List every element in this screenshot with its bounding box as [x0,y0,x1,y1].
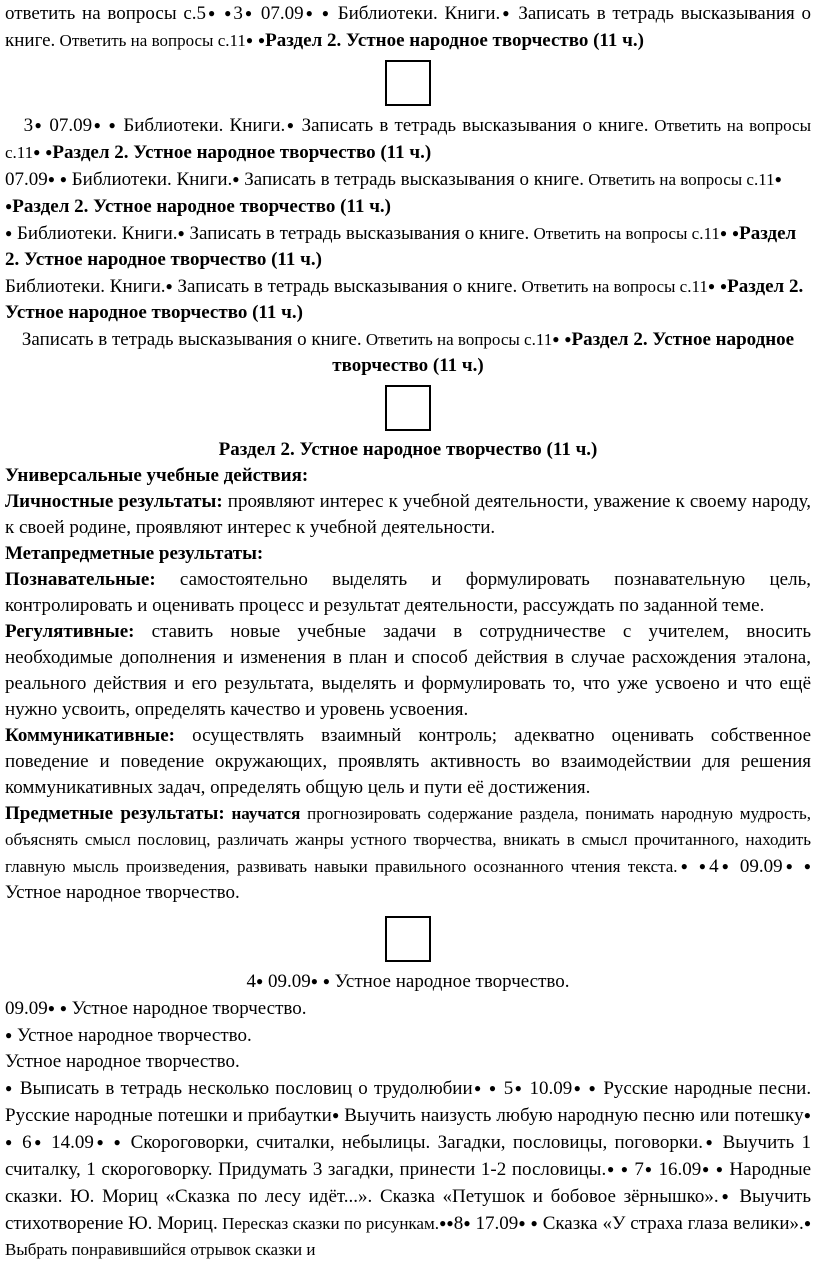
fragment-paragraph-3 [5,166,811,220]
bullet-icon [446,1213,453,1234]
text-run: Устное народное творчество. [12,1025,252,1046]
bullet-icon [311,971,318,992]
text-run: ответить на вопросы с.5 [5,3,207,24]
bullet-icon [108,115,117,136]
bullet-icon [33,142,40,163]
fragment-paragraph-5 [5,273,811,326]
bullet-icon [178,223,185,244]
lesson-4-line [5,968,811,995]
bullet-icon [323,971,330,992]
fragment-paragraph-1 [5,0,811,54]
subject-results [5,801,811,906]
section-heading-inline: Раздел 2. Устное народное творчество (11 ч.) [5,223,797,270]
regulative-text: ставить новые учебные задачи в сотрудничестве с учителем, вносить необходимые дополнения и изменения в план и способ действия в случае расхождения эталона, реального действия и его результата, выделять и формулировать то, что уже усвоено и что ещё нужно усвоить, определять качество и уровень усвоения. [5,621,811,720]
bullet-icon [518,1213,525,1234]
bullet-icon [33,115,43,136]
uud-heading: Универсальные учебные действия: [5,465,309,486]
text-run: Записать в тетрадь высказывания о книге. [21,329,362,350]
bullet-icon [531,1213,538,1234]
communicative-label: Коммуникативные: [5,725,175,746]
empty-frame [385,60,431,106]
text-run: Библиотеки. Книги. [330,3,501,24]
text-run: Устное народное творчество. [329,971,570,992]
regulative-results [5,619,811,723]
bullet-icon [32,1132,44,1153]
bullet-icon [166,276,173,297]
bullet-icon [804,1105,811,1126]
text-run: Записать в тетрадь высказывания о книге. [5,3,812,51]
text-run: Записать в тетрадь высказывания о книге. [239,169,584,190]
text-run: Библиотеки. Книги. [5,276,166,297]
bullet-icon [552,329,559,350]
bullet-icon [804,1213,811,1234]
bullet-icon [322,3,331,24]
text-run: 09.09 [732,856,783,877]
bullet-icon [206,3,217,24]
text-run: Русские народные песни. Русские народные потешки и прибаутки [5,1078,812,1126]
fragment-paragraph-4 [5,220,811,273]
bullet-icon [804,856,811,877]
text-run: 6 [14,1132,32,1153]
text-run: 07.09 [254,3,304,24]
text-run: Ответить на вопросы с.11 [5,116,811,162]
text-run: Выбрать понравившийся отрывок сказки и [5,1240,316,1259]
section-heading-inline: Раздел 2. Устное народное творчество (11 ч.) [332,329,795,376]
text-run: 5 [497,1078,514,1099]
bullet-icon [775,169,782,190]
bullet-icon [719,856,732,877]
text-run: Выучить наизусть любую народную песню или потешку [339,1105,804,1126]
text-run: Сказка «У страха глаза велики». [537,1213,804,1234]
text-run: Народные сказки. Ю. Мориц «Сказка по лесу идёт...». Сказка «Петушок и бобовое зёрнышко». [5,1159,812,1207]
bullet-icon [92,115,102,136]
fragment-paragraph-6 [5,326,811,379]
bullet-icon [48,998,55,1019]
bullet-icon [489,1078,498,1099]
text-run: Устное народное творчество. [67,998,307,1019]
bullet-icon [716,1159,724,1180]
text-run: 14.09 [43,1132,94,1153]
fragment-paragraph-2 [5,112,811,166]
section-title: Раздел 2. Устное народное творчество (11 ч.) [218,439,598,460]
text-run: Ответить на вопросы с.11 [55,31,246,50]
bullet-icon [719,1186,732,1207]
bullet-icon [48,169,55,190]
bullet-icon [114,1132,124,1153]
bullet-icon [473,1078,483,1099]
communicative-results [5,723,811,801]
empty-frame [385,385,431,431]
bullet-icon [304,3,315,24]
text-run: 09.09 [5,998,48,1019]
text-run: Библиотеки. Книги. [67,169,233,190]
text-run: Устное народное творчество. [5,882,240,903]
bullet-icon [246,30,253,51]
subject-text: прогнозировать содержание раздела, понимать народную мудрость, объяснять смысл пословиц, различать жанры устного творчества, вникать в смысл прочитанного, находить главную мысль произведения, развивать навыки правильного осознанного чтения текста. [5,804,811,876]
bullet-icon [644,1159,653,1180]
bullet-icon [621,1159,629,1180]
section-heading-inline: Раздел 2. Устное народное творчество (11 ч.) [265,30,644,51]
text-run: Ответить на вопросы с.11 [361,330,553,349]
lesson-4-line-c [5,1022,811,1049]
text-run: Записать в тетрадь высказывания о книге. [184,223,530,244]
bullet-icon [500,3,511,24]
lessons-paragraph [5,1075,811,1263]
bullet-icon [243,3,254,24]
subject-label: Предметные результаты: [5,803,225,824]
section-heading-inline: Раздел 2. Устное народное творчество (11 ч.) [52,142,432,163]
text-run: Пересказ сказки по рисункам. [217,1214,439,1233]
lesson-4-line-b [5,995,811,1022]
bullet-icon [60,998,67,1019]
text-run: Записать в тетрадь высказывания о книге. [295,115,649,136]
text-run: Ответить на вопросы с.11 [529,224,720,243]
bullet-icon [572,1078,582,1099]
text-run: Скороговорки, считалки, небылицы. Загадки, пословицы, поговорки. [123,1132,703,1153]
text-run: 8 [453,1213,464,1234]
bullet-icon [285,115,295,136]
text-run: Библиотеки. Книги. [117,115,286,136]
personal-label: Личностные результаты: [5,491,223,512]
text-run: 10.09 [523,1078,573,1099]
text-run: 7 [628,1159,644,1180]
lesson-4-line-d: Устное народное творчество. [5,1051,240,1072]
regulative-label: Регулятивные: [5,621,135,642]
bullet-icon [699,856,709,877]
bullet-icon [783,856,796,877]
text-run: Библиотеки. Книги. [12,223,178,244]
cognitive-label: Познавательные: [5,569,156,590]
bullet-icon [5,1132,15,1153]
text-run: 16.09 [652,1159,702,1180]
document-page [5,0,811,1263]
text-run: 4 [246,971,256,992]
section-heading-inline: Раздел 2. Устное народное творчество (11 ч.) [12,196,392,217]
bullet-icon [701,1159,710,1180]
bullet-icon [463,1213,470,1234]
text-run: 07.09 [43,115,93,136]
communicative-text: осуществлять взаимный контроль; адекватно оценивать собственное поведение и поведение окружающих, проявлять активность во взаимодействии для решения коммуникативных задач, определять общую цель и пути её достижения. [5,725,811,798]
text-run: 17.09 [470,1213,519,1234]
text-run: Выписать в тетрадь несколько пословиц о трудолюбии [13,1078,473,1099]
bullet-icon [224,3,233,24]
text-run: Записать в тетрадь высказывания о книге. [172,276,518,297]
subject-learn: научатся [224,804,301,823]
bullet-icon [232,169,239,190]
section-heading-inline: Раздел 2. Устное народное творчество (11 ч.) [5,276,804,323]
bullet-icon [606,1159,615,1180]
bullet-icon [708,276,715,297]
personal-results [5,489,811,541]
text-run: 07.09 [5,169,48,190]
text-run: 3 [23,115,34,136]
bullet-icon [703,1132,715,1153]
bullet-icon [720,223,727,244]
text-run: Выучить 1 считалку, 1 скороговорку. Придумать 3 загадки, принести 1-2 пословицы. [5,1132,811,1180]
text-run: 09.09 [263,971,311,992]
bullet-icon [5,1078,14,1099]
bullet-icon [94,1132,106,1153]
text-run: 4 [709,856,719,877]
bullet-icon [588,1078,597,1099]
bullet-icon [513,1078,523,1099]
bullet-icon [60,169,67,190]
text-run: 3 [233,3,243,24]
cognitive-results [5,567,811,619]
text-run: Выучить стихотворение Ю. Мориц. [5,1186,811,1234]
empty-frame [385,916,431,962]
cognitive-text: самостоятельно выделять и формулировать познавательную цель, контролировать и оценивать процесс и результат деятельности, рассуждать по заданной теме. [5,569,811,616]
text-run: Ответить на вопросы с.11 [517,277,708,296]
personal-text: проявляют интерес к учебной деятельности, уважение к своему народу, к своей родине, проявляют интерес к учебной деятельности. [5,491,811,538]
bullet-icon [678,856,691,877]
text-run: Ответить на вопросы с.11 [584,170,775,189]
meta-heading: Метапредметные результаты: [5,543,264,564]
